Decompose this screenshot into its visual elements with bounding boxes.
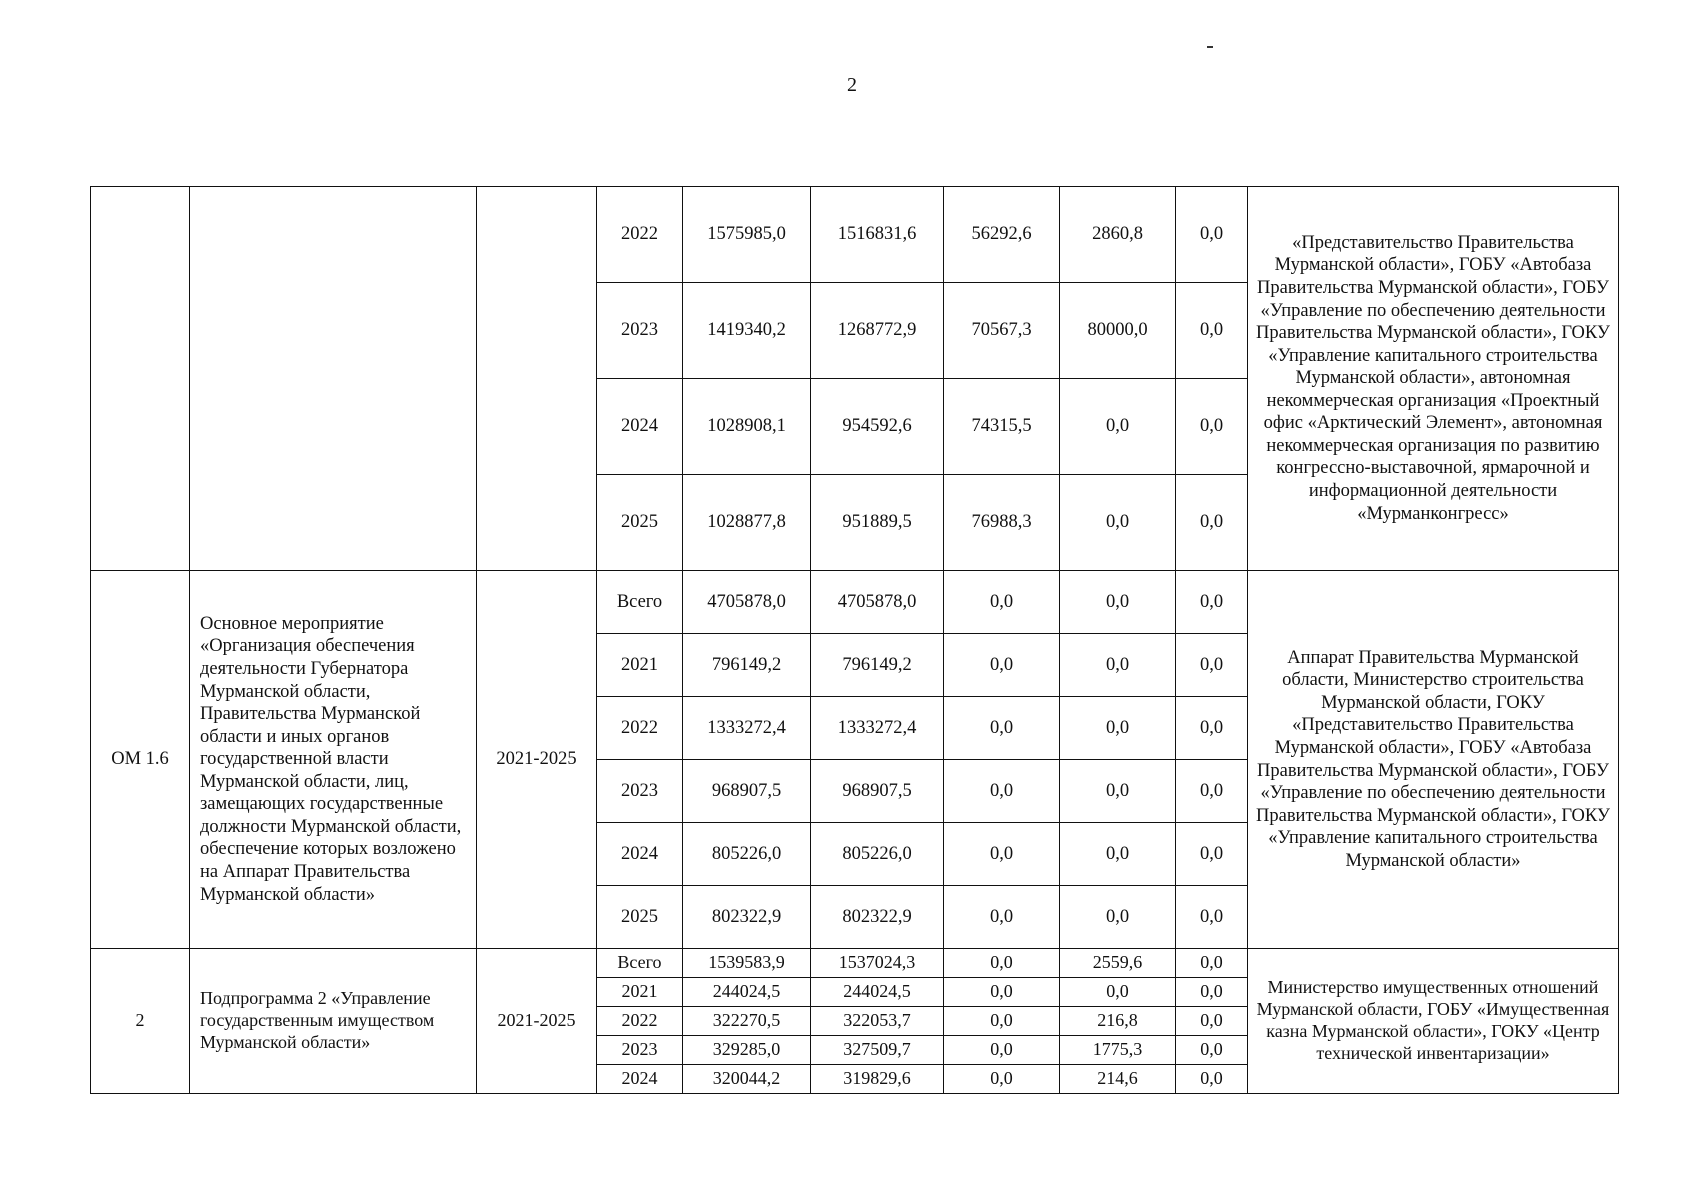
- value-cell: 0,0: [944, 1036, 1060, 1065]
- value-cell: 951889,5: [811, 475, 944, 571]
- value-cell: 70567,3: [944, 283, 1060, 379]
- value-cell: 0,0: [944, 634, 1060, 697]
- value-cell: 1333272,4: [811, 697, 944, 760]
- executors-cell: Аппарат Правительства Мурманской области, Министерство строительства Мурманской области, ГОКУ «Представительство Правительства Мурманской области», ГОБУ «Автобаза Правительства Мурманской области», ГОБУ «Управление по обеспечению деятельности Правительства Мурманской области», ГОКУ «Управление капитального строительства Мурманской области»: [1248, 571, 1619, 949]
- value-cell: 0,0: [1060, 475, 1176, 571]
- value-cell: 2860,8: [1060, 187, 1176, 283]
- page-number: 2: [847, 74, 857, 96]
- year-cell: 2024: [597, 379, 683, 475]
- year-cell: 2022: [597, 697, 683, 760]
- value-cell: 327509,7: [811, 1036, 944, 1065]
- value-cell: 0,0: [1176, 949, 1248, 978]
- executors-cell: Министерство имущественных отношений Мурманской области, ГОБУ «Имущественная казна Мурманской области», ГОКУ «Центр технической инвентаризации»: [1248, 949, 1619, 1094]
- value-cell: 320044,2: [683, 1065, 811, 1094]
- value-cell: 319829,6: [811, 1065, 944, 1094]
- table-row: [91, 949, 1619, 978]
- value-cell: 0,0: [944, 760, 1060, 823]
- value-cell: 0,0: [944, 886, 1060, 949]
- value-cell: 0,0: [1060, 823, 1176, 886]
- year-cell: 2023: [597, 760, 683, 823]
- value-cell: 1775,3: [1060, 1036, 1176, 1065]
- code-cell: 2: [91, 949, 190, 1094]
- value-cell: 0,0: [1176, 978, 1248, 1007]
- year-cell: 2021: [597, 634, 683, 697]
- value-cell: 76988,3: [944, 475, 1060, 571]
- value-cell: 954592,6: [811, 379, 944, 475]
- value-cell: 1028877,8: [683, 475, 811, 571]
- value-cell: 0,0: [944, 1065, 1060, 1094]
- value-cell: 0,0: [1060, 886, 1176, 949]
- value-cell: 322270,5: [683, 1007, 811, 1036]
- year-cell: 2024: [597, 823, 683, 886]
- value-cell: 0,0: [1176, 760, 1248, 823]
- value-cell: 0,0: [1176, 379, 1248, 475]
- budget-table: [90, 186, 1619, 1094]
- value-cell: 0,0: [1060, 634, 1176, 697]
- year-cell: 2022: [597, 1007, 683, 1036]
- value-cell: 0,0: [1176, 1036, 1248, 1065]
- value-cell: 0,0: [1176, 1007, 1248, 1036]
- executors-cell: «Представительство Правительства Мурманской области», ГОБУ «Автобаза Правительства Мурманской области», ГОБУ «Управление по обеспечению деятельности Правительства Мурманской области», ГОКУ «Управление капитального строительства Мурманской области», автономная некоммерческая организация «Проектный офис «Арктический Элемент», автономная некоммерческая организация по развитию конгрессно-выставочной, ярмарочной и информационной деятельности «Мурманконгресс»: [1248, 187, 1619, 571]
- value-cell: 1419340,2: [683, 283, 811, 379]
- code-cell: ОМ 1.6: [91, 571, 190, 949]
- year-cell: 2025: [597, 475, 683, 571]
- value-cell: 1539583,9: [683, 949, 811, 978]
- value-cell: 0,0: [1060, 379, 1176, 475]
- value-cell: 0,0: [1176, 571, 1248, 634]
- value-cell: 0,0: [944, 697, 1060, 760]
- value-cell: 0,0: [944, 949, 1060, 978]
- name-cell: Подпрограмма 2 «Управление государственным имуществом Мурманской области»: [190, 949, 477, 1094]
- value-cell: 56292,6: [944, 187, 1060, 283]
- value-cell: 1516831,6: [811, 187, 944, 283]
- period-cell: [477, 187, 597, 571]
- value-cell: 796149,2: [811, 634, 944, 697]
- value-cell: 968907,5: [683, 760, 811, 823]
- value-cell: 322053,7: [811, 1007, 944, 1036]
- value-cell: 214,6: [1060, 1065, 1176, 1094]
- value-cell: 805226,0: [683, 823, 811, 886]
- year-cell: 2024: [597, 1065, 683, 1094]
- value-cell: 80000,0: [1060, 283, 1176, 379]
- value-cell: 0,0: [1176, 697, 1248, 760]
- year-cell: 2021: [597, 978, 683, 1007]
- value-cell: 805226,0: [811, 823, 944, 886]
- value-cell: 0,0: [1176, 886, 1248, 949]
- value-cell: 802322,9: [683, 886, 811, 949]
- value-cell: 74315,5: [944, 379, 1060, 475]
- table-row: [91, 571, 1619, 634]
- value-cell: 0,0: [944, 978, 1060, 1007]
- value-cell: 802322,9: [811, 886, 944, 949]
- code-cell: [91, 187, 190, 571]
- value-cell: 0,0: [1176, 1065, 1248, 1094]
- value-cell: 1537024,3: [811, 949, 944, 978]
- value-cell: 0,0: [1060, 697, 1176, 760]
- value-cell: 0,0: [1176, 475, 1248, 571]
- value-cell: 4705878,0: [811, 571, 944, 634]
- value-cell: 329285,0: [683, 1036, 811, 1065]
- name-cell: Основное мероприятие «Организация обеспечения деятельности Губернатора Мурманской области, Правительства Мурманской области и иных органов государственной власти Мурманской области, лиц, замещающих государственные должности Мурманской области, обеспечение которых возложено на Аппарат Правительства Мурманской области»: [190, 571, 477, 949]
- value-cell: 0,0: [1176, 283, 1248, 379]
- year-cell: 2023: [597, 283, 683, 379]
- year-cell: 2022: [597, 187, 683, 283]
- value-cell: 4705878,0: [683, 571, 811, 634]
- value-cell: 2559,6: [1060, 949, 1176, 978]
- value-cell: 796149,2: [683, 634, 811, 697]
- name-cell: [190, 187, 477, 571]
- value-cell: 0,0: [1060, 760, 1176, 823]
- value-cell: 1028908,1: [683, 379, 811, 475]
- period-cell: 2021-2025: [477, 949, 597, 1094]
- value-cell: 1268772,9: [811, 283, 944, 379]
- value-cell: 968907,5: [811, 760, 944, 823]
- value-cell: 0,0: [1060, 571, 1176, 634]
- value-cell: 0,0: [1176, 823, 1248, 886]
- value-cell: 216,8: [1060, 1007, 1176, 1036]
- value-cell: 244024,5: [811, 978, 944, 1007]
- year-cell: Всего: [597, 949, 683, 978]
- value-cell: 0,0: [1176, 634, 1248, 697]
- year-cell: Всего: [597, 571, 683, 634]
- value-cell: 0,0: [1060, 978, 1176, 1007]
- value-cell: 1333272,4: [683, 697, 811, 760]
- value-cell: 0,0: [944, 823, 1060, 886]
- year-cell: 2025: [597, 886, 683, 949]
- value-cell: 0,0: [944, 1007, 1060, 1036]
- scan-mark: [1207, 46, 1213, 48]
- table-row: [91, 187, 1619, 283]
- value-cell: 0,0: [1176, 187, 1248, 283]
- value-cell: 0,0: [944, 571, 1060, 634]
- value-cell: 244024,5: [683, 978, 811, 1007]
- year-cell: 2023: [597, 1036, 683, 1065]
- period-cell: 2021-2025: [477, 571, 597, 949]
- value-cell: 1575985,0: [683, 187, 811, 283]
